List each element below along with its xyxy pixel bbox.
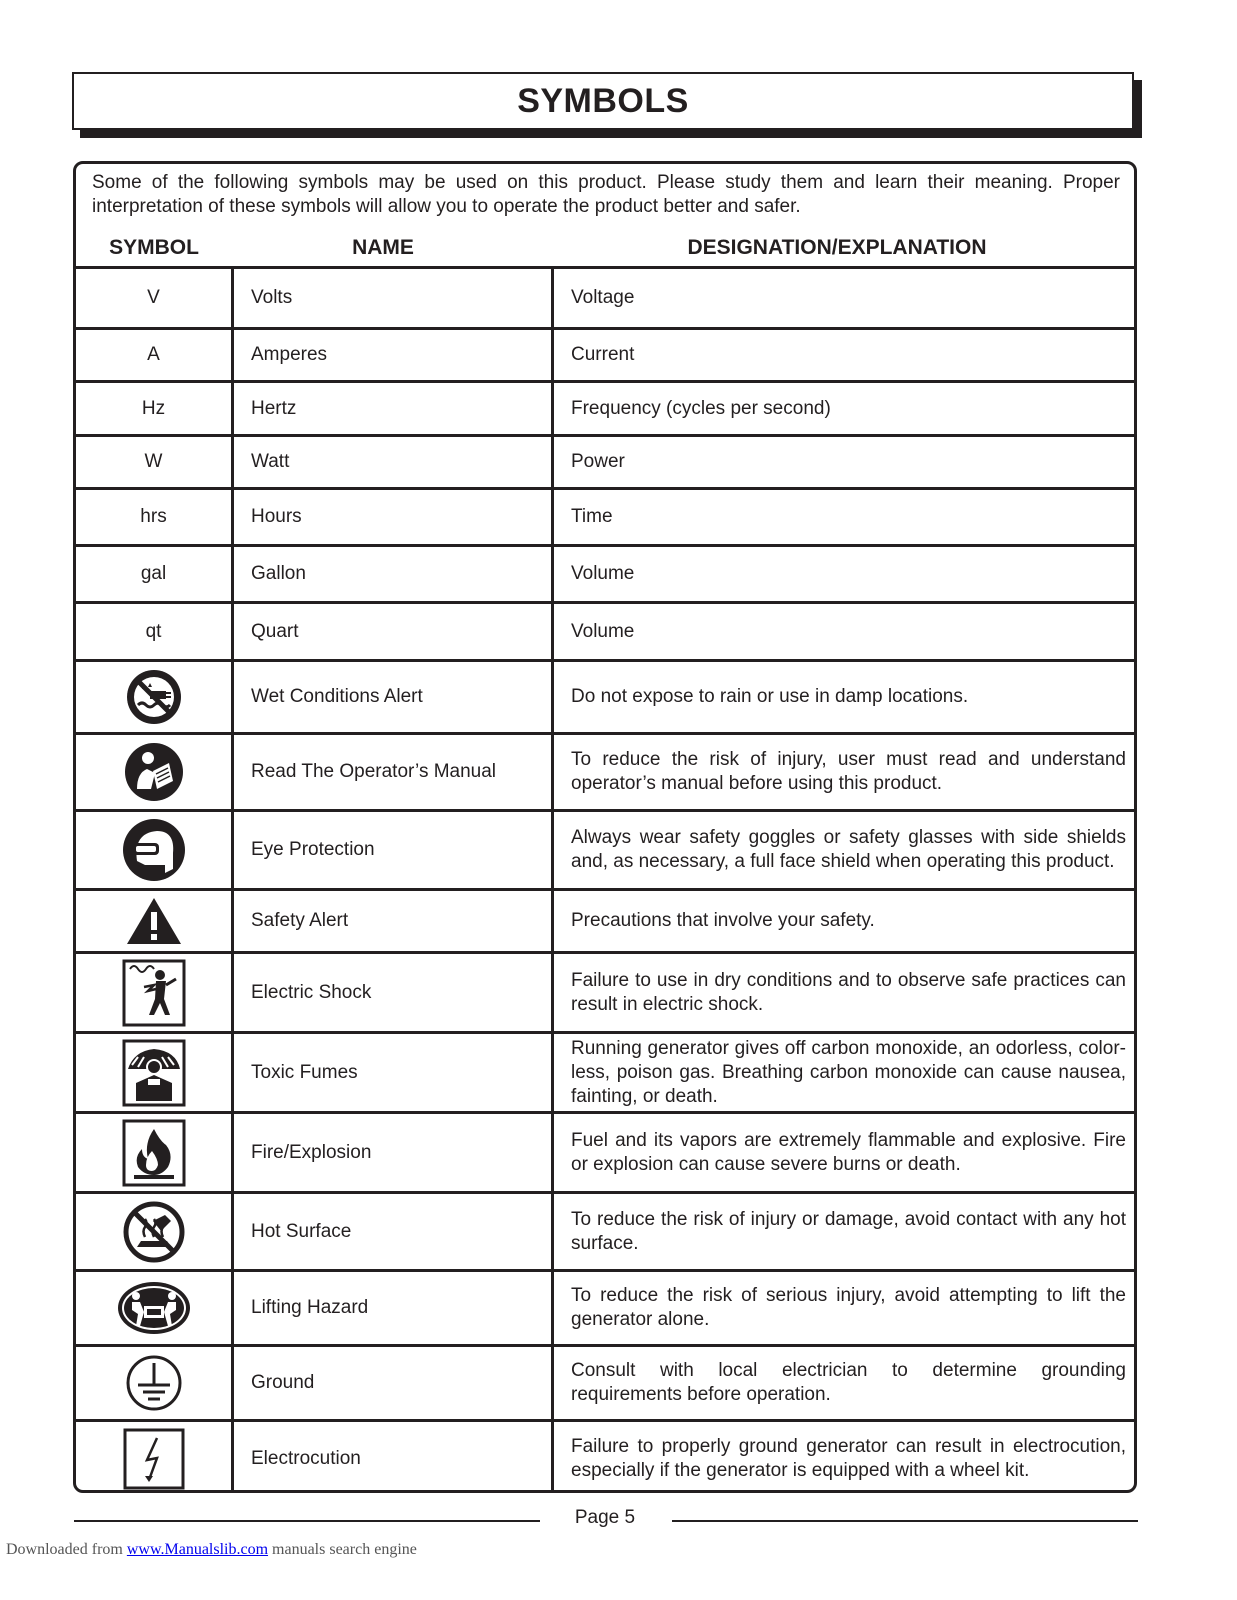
table-row [76,382,1137,436]
explanation-cell: Running generator gives off carbon monoxide, an odorless, color-less, poison gas. Breathing carbon monoxide can cause nausea, fainting, or death. [553,1033,1138,1113]
symbol-cell [76,734,233,811]
explanation-cell: Frequency (cycles per second) [553,382,1138,436]
header-symbol: SYMBOL [109,236,199,259]
electric-shock-icon [122,959,186,1027]
explanation-cell: Always wear safety goggles or safety glasses with side shields and, as necessary, a full face shield when operating this product. [553,811,1138,890]
download-prefix: Downloaded from [6,1541,123,1558]
table-row [76,811,1137,890]
table-row [76,1346,1137,1421]
symbols-table [76,266,1137,1493]
explanation-cell: Consult with local electrician to determine grounding requirements before operation. [553,1346,1138,1421]
name-cell: Hot Surface [233,1193,553,1271]
explanation-cell: Precautions that involve your safety. [553,890,1138,953]
ground-icon [124,1353,184,1413]
name-cell: Hertz [233,382,553,436]
explanation-cell: Do not expose to rain or use in damp locations. [553,661,1138,734]
header-explanation: DESIGNATION/EXPLANATION [687,236,987,259]
symbol-cell [76,890,233,953]
fire-explosion-icon [122,1119,186,1187]
table-row [76,329,1137,382]
symbol-cell: A [76,329,233,382]
name-cell: Ground [233,1346,553,1421]
symbol-cell: W [76,436,233,489]
explanation-cell: Fuel and its vapors are extremely flammable and explosive. Fire or explosion can cause severe burns or death. [553,1113,1138,1193]
table-row [76,1271,1137,1346]
explanation-cell: Time [553,489,1138,546]
explanation-cell: Current [553,329,1138,382]
name-cell: Eye Protection [233,811,553,890]
explanation-cell: To reduce the risk of injury or damage, avoid contact with any hot surface. [553,1193,1138,1271]
symbol-cell [76,811,233,890]
symbol-cell: gal [76,546,233,603]
name-cell: Electric Shock [233,953,553,1033]
eye-protection-icon [121,817,187,883]
symbols-panel [73,161,1137,1493]
table-row [76,436,1137,489]
name-cell: Volts [233,268,553,329]
explanation-cell: Volume [553,603,1138,661]
table-row [76,603,1137,661]
table-row [76,661,1137,734]
symbol-cell: qt [76,603,233,661]
page-title: SYMBOLS [517,81,689,120]
manualslib-link[interactable]: www.Manualslib.com [126,1541,269,1558]
symbol-cell [76,1033,233,1113]
name-cell: Hours [233,489,553,546]
table-row [76,1193,1137,1271]
symbol-cell: Hz [76,382,233,436]
name-cell: Fire/Explosion [233,1113,553,1193]
symbol-cell [76,1421,233,1494]
name-cell: Wet Conditions Alert [233,661,553,734]
symbol-cell [76,1271,233,1346]
table-row [76,734,1137,811]
name-cell: Lifting Hazard [233,1271,553,1346]
explanation-cell: Failure to use in dry conditions and to observe safe practices can result in electric shock. [553,953,1138,1033]
table-row [76,1033,1137,1113]
footer-rule-right [672,1520,1138,1522]
name-cell: Safety Alert [233,890,553,953]
footer-rule-left [74,1520,540,1522]
name-cell: Watt [233,436,553,489]
explanation-cell: To reduce the risk of injury, user must read and understand operator’s manual before using this product. [553,734,1138,811]
explanation-cell: Failure to properly ground generator can result in electrocution, especially if the generator is equipped with a wheel kit. [553,1421,1138,1494]
name-cell: Toxic Fumes [233,1033,553,1113]
name-cell: Quart [233,603,553,661]
hot-surface-icon [123,1201,185,1263]
electrocution-icon [123,1428,185,1490]
download-credit [6,1541,417,1559]
table-row [76,1421,1137,1494]
table-row [76,1113,1137,1193]
explanation-cell: Power [553,436,1138,489]
name-cell: Gallon [233,546,553,603]
wet-conditions-icon [124,667,184,727]
table-row [76,890,1137,953]
symbol-cell [76,661,233,734]
intro-text: Some of the following symbols may be used on this product. Please study them and learn their meaning. Proper interpretation of these symbols will allow you to operate the product better and safer. [92,172,1120,217]
table-row [76,953,1137,1033]
symbol-cell [76,953,233,1033]
explanation-cell: Voltage [553,268,1138,329]
symbol-cell [76,1113,233,1193]
table-header [76,234,1134,266]
table-row [76,268,1137,329]
header-name: NAME [352,236,414,259]
explanation-cell: Volume [553,546,1138,603]
symbol-cell: hrs [76,489,233,546]
symbol-cell: V [76,268,233,329]
name-cell: Electrocution [233,1421,553,1494]
read-manual-icon [123,741,185,803]
table-row [76,489,1137,546]
name-cell: Amperes [233,329,553,382]
lifting-hazard-icon [116,1280,192,1336]
download-suffix: manuals search engine [268,1541,417,1558]
safety-alert-icon [125,896,183,946]
title-banner [72,72,1134,130]
page-number: Page 5 [574,1507,636,1528]
symbol-cell [76,1193,233,1271]
name-cell: Read The Operator’s Manual [233,734,553,811]
toxic-fumes-icon [122,1039,186,1107]
table-row [76,546,1137,603]
explanation-cell: To reduce the risk of serious injury, avoid attempting to lift the generator alone. [553,1271,1138,1346]
symbol-cell [76,1346,233,1421]
